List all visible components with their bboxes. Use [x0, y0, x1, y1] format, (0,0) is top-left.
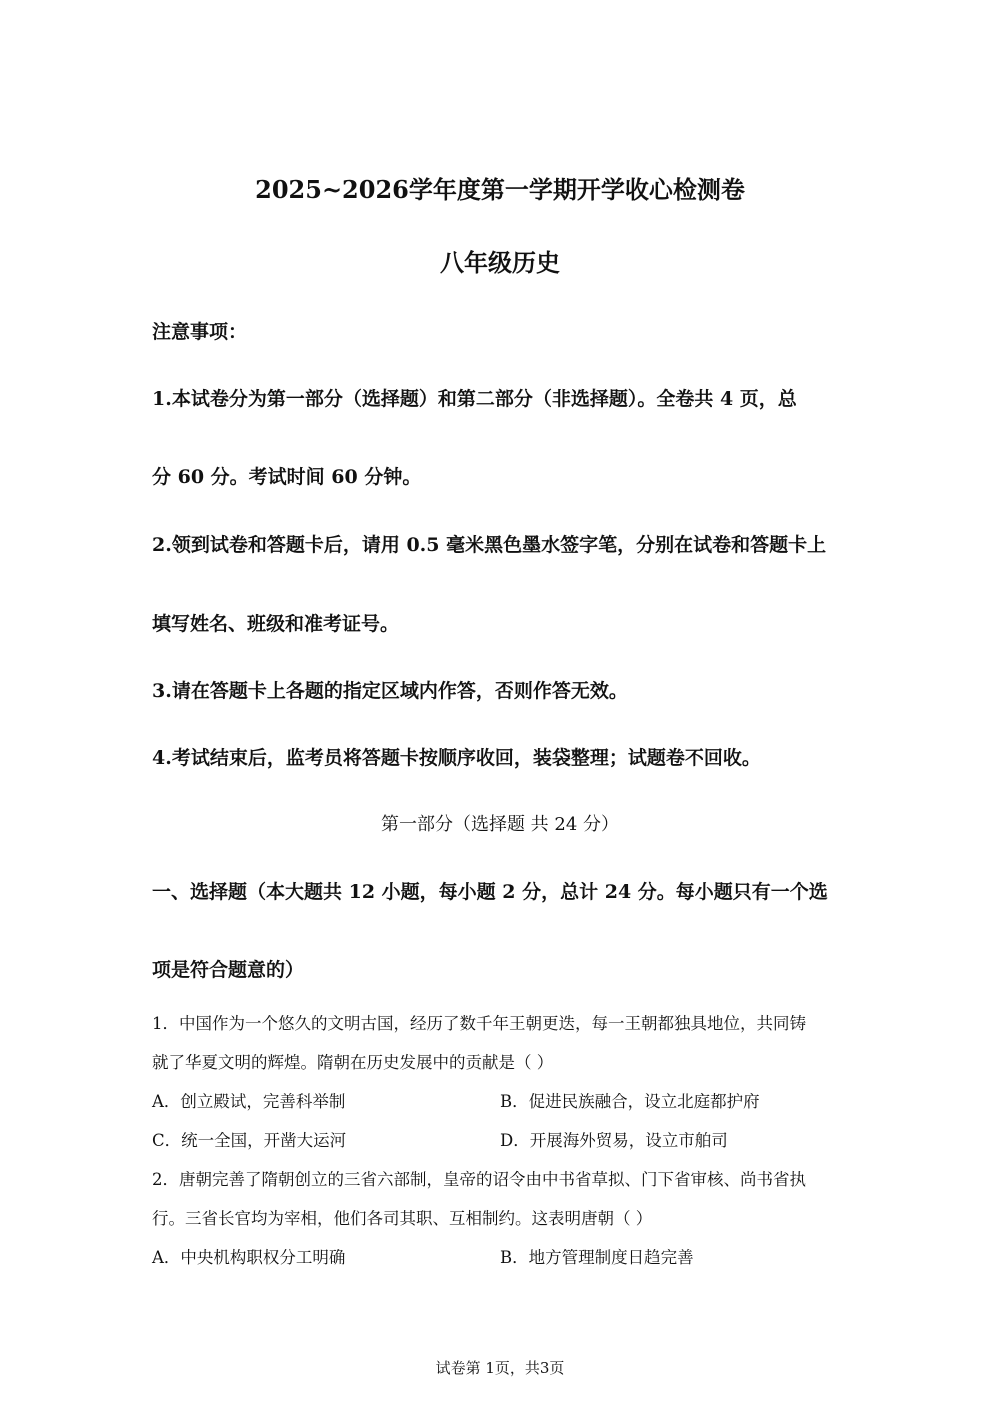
notice-line: 2.领到试卷和答题卡后，请用 0.5 毫米黑色墨水签字笔，分别在试卷和答题卡上: [152, 534, 827, 556]
page-footer: 试卷第 1页，共3页: [435, 1359, 565, 1377]
notice-heading: 注意事项：: [152, 321, 248, 343]
notice-line: 3.请在答题卡上各题的指定区域内作答，否则作答无效。: [152, 680, 628, 702]
question-stem: 1．中国作为一个悠久的文明古国，经历了数千年王朝更迭，每一王朝都独具地位，共同铸: [152, 1014, 806, 1033]
option-c: C．统一全国，开凿大运河: [152, 1131, 347, 1150]
section-heading: 项是符合题意的）: [152, 959, 305, 981]
section-heading: 一、选择题（本大题共 12 小题，每小题 2 分，总计 24 分。每小题只有一个选: [152, 881, 828, 903]
option-b: B．促进民族融合，设立北庭都护府: [500, 1092, 760, 1111]
exam-subtitle: 八年级历史: [440, 248, 560, 277]
question-stem: 就了华夏文明的辉煌。隋朝在历史发展中的贡献是（ ）: [152, 1053, 554, 1072]
notice-line: 分 60 分。考试时间 60 分钟。: [152, 466, 422, 488]
notice-line: 填写姓名、班级和准考证号。: [152, 613, 400, 635]
notice-line: 1.本试卷分为第一部分（选择题）和第二部分（非选择题）。全卷共 4 页，总: [152, 388, 797, 410]
question-stem: 2．唐朝完善了隋朝创立的三省六部制，皇帝的诏令由中书省草拟、门下省审核、尚书省执: [152, 1170, 806, 1189]
exam-title: 2025~2026学年度第一学期开学收心检测卷: [255, 175, 745, 204]
option-a: A．创立殿试，完善科举制: [152, 1092, 346, 1111]
option-d: D．开展海外贸易，设立市舶司: [500, 1131, 728, 1150]
notice-line: 4.考试结束后，监考员将答题卡按顺序收回，装袋整理；试题卷不回收。: [152, 747, 761, 769]
option-a: A．中央机构职权分工明确: [152, 1248, 346, 1267]
option-b: B．地方管理制度日趋完善: [500, 1248, 694, 1267]
part-title: 第一部分（选择题 共 24 分）: [380, 814, 620, 835]
question-stem: 行。三省长官均为宰相，他们各司其职、互相制约。这表明唐朝（ ）: [152, 1209, 653, 1228]
